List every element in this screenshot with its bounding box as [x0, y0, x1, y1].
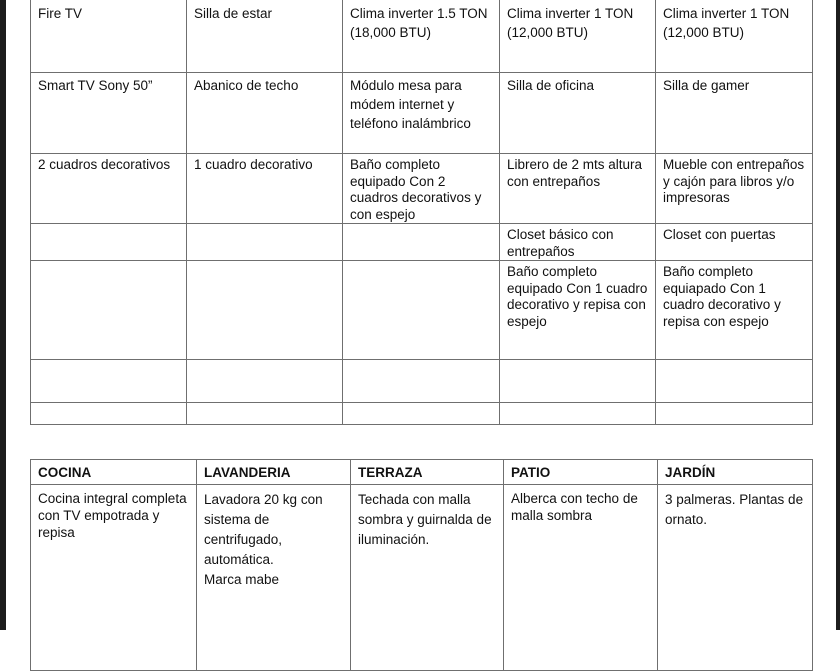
lavanderia-text: Lavadora 20 kg con sistema de centrifugado, automática.	[204, 492, 323, 567]
table-row	[31, 360, 813, 403]
lavanderia-brand: Marca mabe	[204, 572, 280, 587]
table-cell: Smart TV Sony 50”	[31, 73, 187, 154]
table-cell: Baño completo equipado Con 1 cuadro decorativo y repisa con espejo	[500, 261, 656, 360]
table-cell	[31, 403, 187, 425]
header-jardin: JARDÍN	[658, 460, 813, 485]
table-cell: Silla de estar	[187, 0, 343, 73]
cocina-cell: Cocina integral completa con TV empotrada y repisa	[31, 485, 197, 671]
table-cell: Clima inverter 1.5 TON (18,000 BTU)	[343, 0, 500, 73]
table-cell	[343, 403, 500, 425]
table-cell: 2 cuadros decorativos	[31, 154, 187, 224]
table-cell: Closet básico con entrepaños	[500, 224, 656, 261]
table-cell: Silla de oficina	[500, 73, 656, 154]
table-cell: Módulo mesa para módem internet y teléfono inalámbrico	[343, 73, 500, 154]
header-row	[31, 460, 813, 485]
table-cell: Librero de 2 mts altura con entrepaños	[500, 154, 656, 224]
table-cell	[500, 403, 656, 425]
scan-border-right	[836, 0, 840, 630]
table-row	[31, 224, 813, 261]
table-cell	[500, 360, 656, 403]
table-row	[31, 261, 813, 360]
header-terraza: TERRAZA	[351, 460, 504, 485]
jardin-cell: 3 palmeras. Plantas de ornato.	[658, 485, 813, 671]
table-cell: Silla de gamer	[656, 73, 813, 154]
table-cell	[656, 403, 813, 425]
table-row	[31, 403, 813, 425]
table-row	[31, 485, 813, 671]
table-cell: Baño completo equipado Con 2 cuadros decorativos y con espejo	[343, 154, 500, 224]
table-cell	[656, 360, 813, 403]
table-cell	[343, 261, 500, 360]
header-lavanderia: LAVANDERIA	[197, 460, 351, 485]
table-cell	[187, 403, 343, 425]
table-cell: Closet con puertas	[656, 224, 813, 261]
patio-cell: Alberca con techo de malla sombra	[504, 485, 658, 671]
areas-table	[30, 459, 813, 671]
table-cell	[187, 224, 343, 261]
table-cell: Mueble con entrepaños y cajón para libros y/o impresoras	[656, 154, 813, 224]
table-cell	[343, 224, 500, 261]
table-cell: Clima inverter 1 TON (12,000 BTU)	[500, 0, 656, 73]
table-cell	[343, 360, 500, 403]
furniture-table	[30, 0, 813, 425]
table-cell: Abanico de techo	[187, 73, 343, 154]
lavanderia-cell	[197, 485, 351, 671]
terraza-cell: Techada con malla sombra y guirnalda de iluminación.	[351, 485, 504, 671]
table-cell: Baño completo equiapado Con 1 cuadro decorativo y repisa con espejo	[656, 261, 813, 360]
table-cell	[31, 261, 187, 360]
table-cell: Clima inverter 1 TON (12,000 BTU)	[656, 0, 813, 73]
header-patio: PATIO	[504, 460, 658, 485]
table-cell: Fire TV	[31, 0, 187, 73]
table-cell: 1 cuadro decorativo	[187, 154, 343, 224]
document-page	[6, 0, 836, 630]
table-cell	[187, 261, 343, 360]
header-cocina: COCINA	[31, 460, 197, 485]
table-row	[31, 154, 813, 224]
table-cell	[31, 224, 187, 261]
table-row	[31, 0, 813, 73]
table-row	[31, 73, 813, 154]
table-cell	[31, 360, 187, 403]
table-cell	[187, 360, 343, 403]
